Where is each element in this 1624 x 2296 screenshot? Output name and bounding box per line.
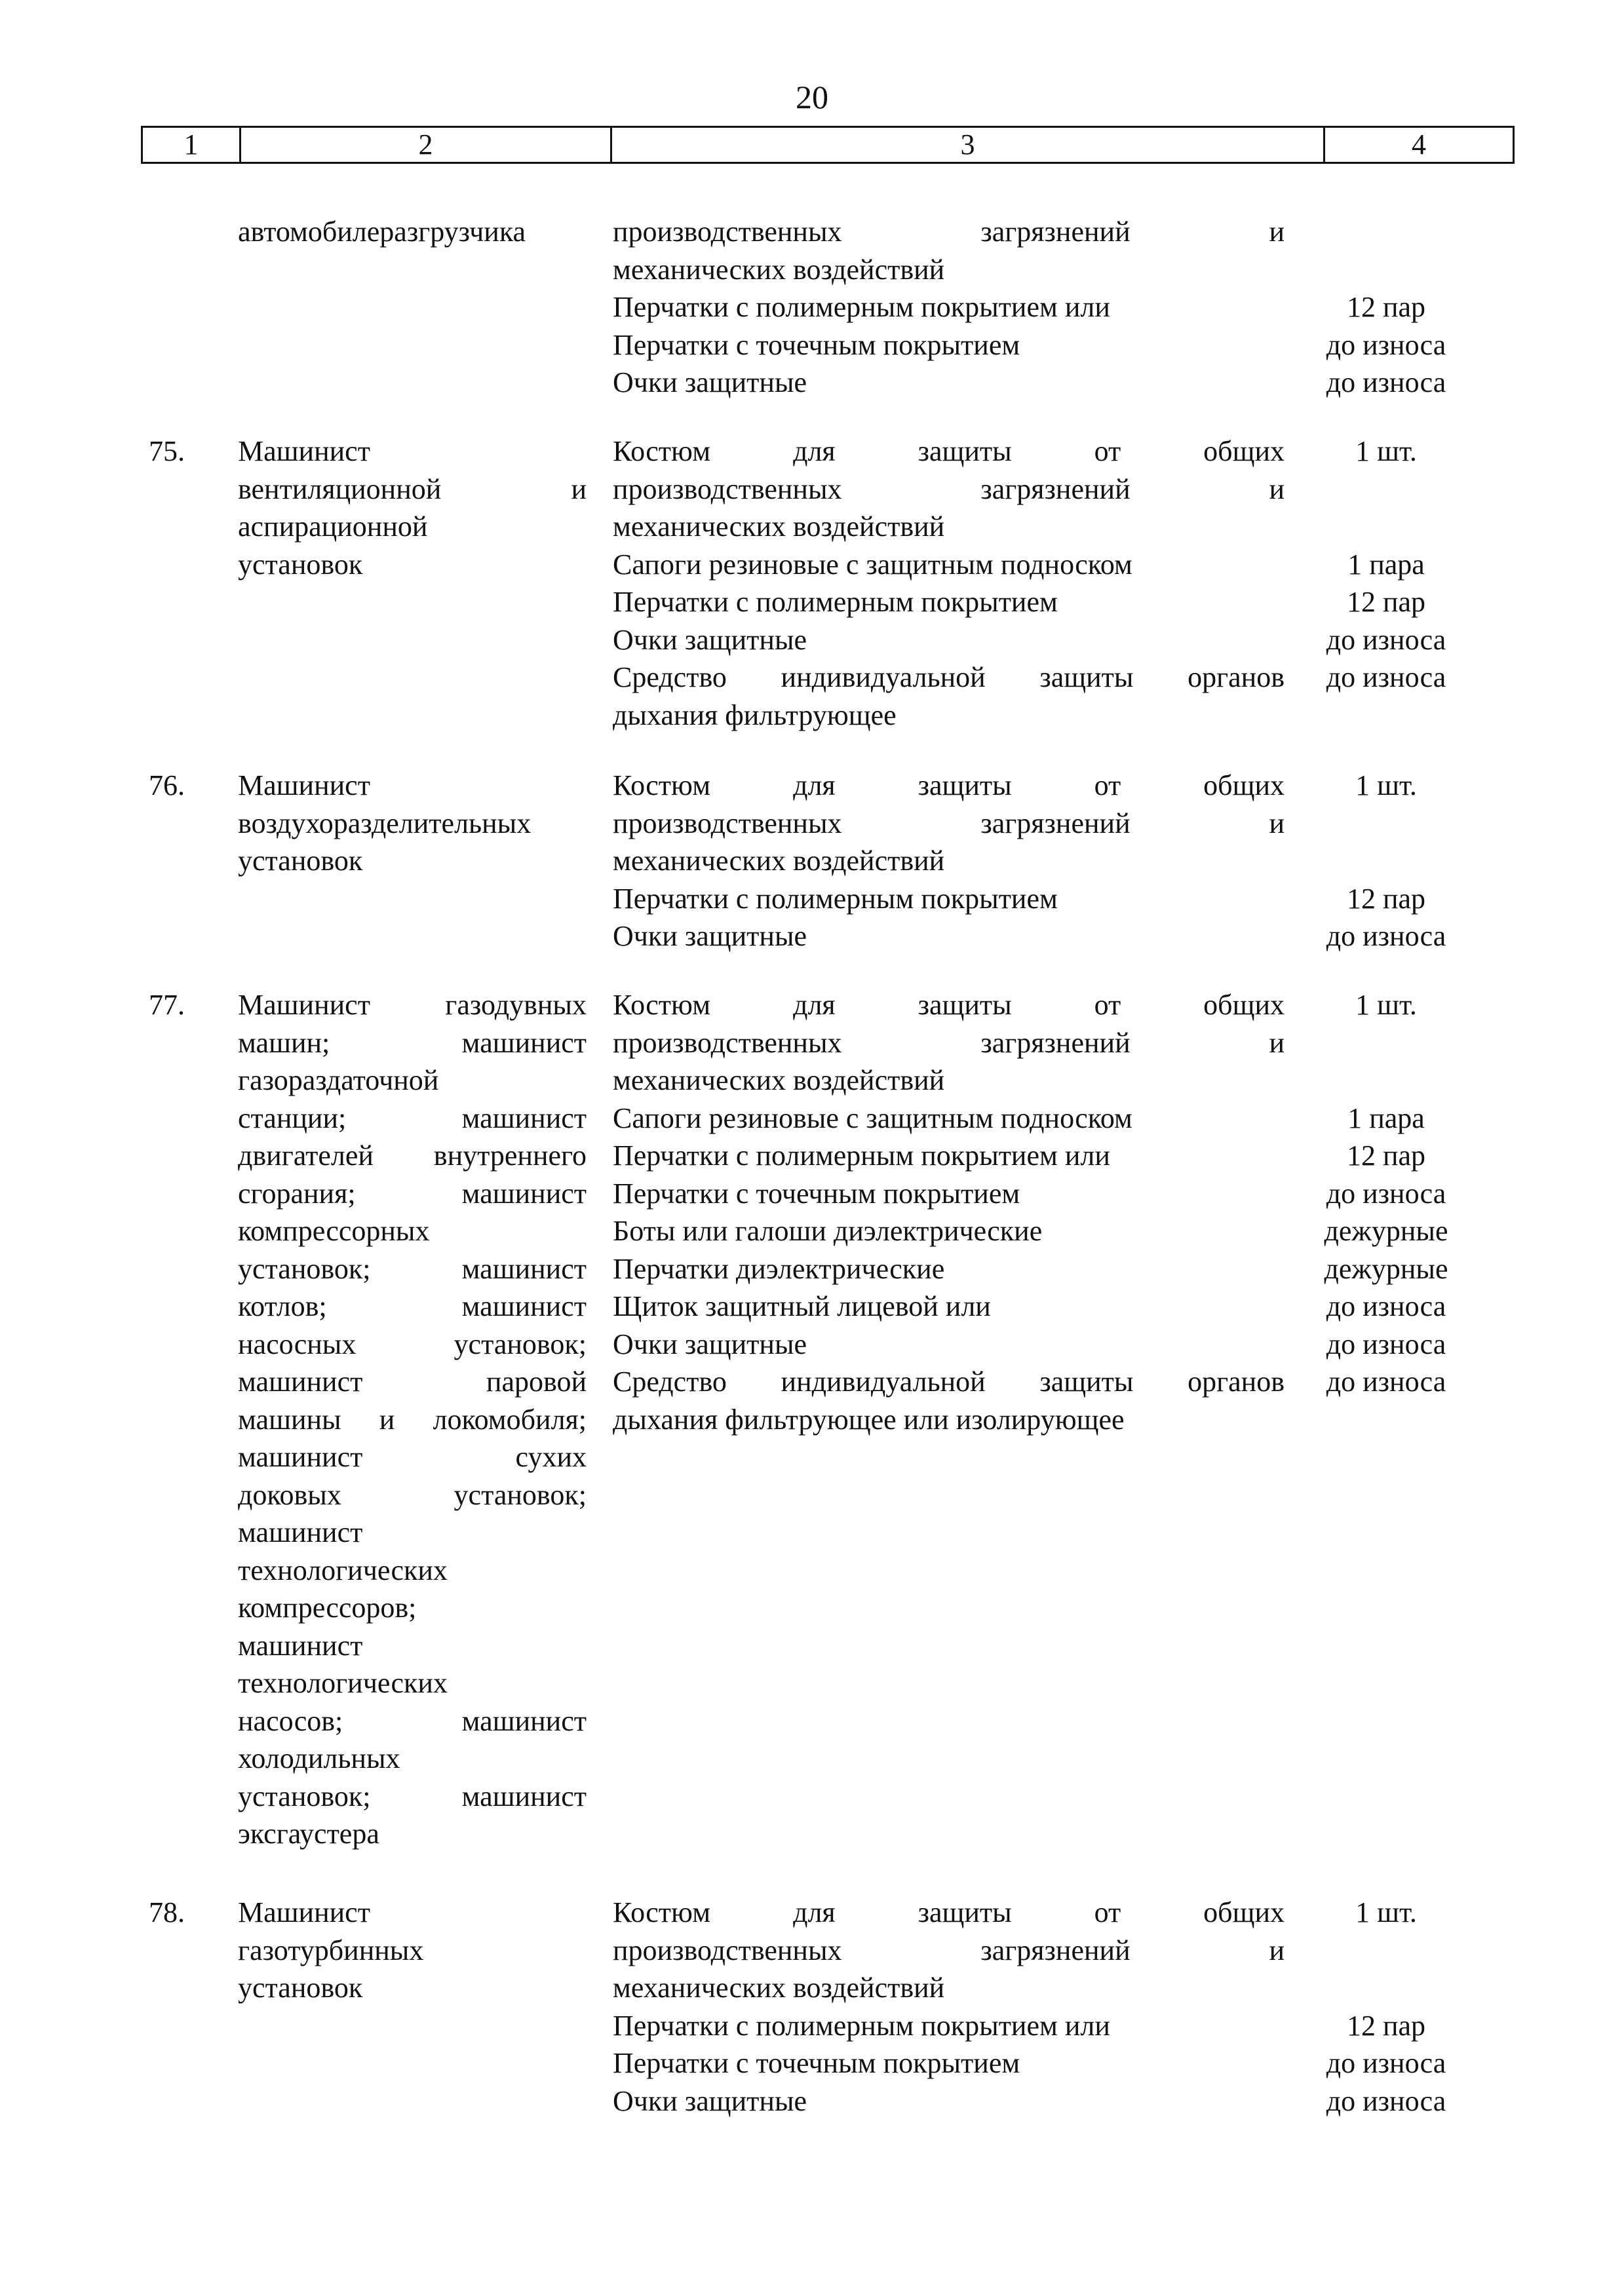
quantity-value: до износа <box>1326 366 1446 398</box>
occupation-line: насосных установок; <box>238 1328 587 1360</box>
quantity-cell <box>1304 432 1468 734</box>
quantity-value <box>1304 1024 1468 1062</box>
quantity-value: 1 шт. <box>1355 769 1417 801</box>
quantity-value <box>1304 251 1468 289</box>
quantity-cell <box>1304 1894 1468 2120</box>
ppe-item: Боты или галоши диэлектрические <box>613 1215 1043 1247</box>
occupation-line: Машинист <box>238 435 370 467</box>
ppe-item: Перчатки с точечным покрытием <box>613 328 1020 361</box>
occupation-line: Машинист <box>238 769 370 801</box>
quantity-value: до износа <box>1326 1177 1446 1210</box>
ppe-item: производственных загрязнений и <box>613 472 1285 505</box>
quantity-value: дежурные <box>1324 1215 1448 1247</box>
ppe-item: Очки защитные <box>613 920 807 952</box>
occupation-cell <box>238 432 587 583</box>
occupation-cell <box>238 986 587 1853</box>
quantity-value: 1 шт. <box>1355 989 1417 1021</box>
ppe-item: механических воздействий <box>613 510 945 543</box>
row-number: 76. <box>149 769 185 801</box>
ppe-item: производственных загрязнений и <box>613 1026 1285 1059</box>
ppe-item: дыхания фильтрующее или изолирующее <box>613 1403 1125 1436</box>
occupation-line: насосов; машинист <box>238 1704 587 1737</box>
quantity-value <box>1304 1969 1468 2007</box>
ppe-items-cell <box>613 432 1285 734</box>
ppe-item: производственных загрязнений и <box>613 1934 1285 1966</box>
ppe-item: Перчатки с полимерным покрытием или <box>613 2009 1110 2042</box>
quantity-value: 1 шт. <box>1355 435 1417 467</box>
ppe-items-cell <box>613 1894 1285 2120</box>
quantity-value: 1 пара <box>1347 1101 1425 1134</box>
quantity-value <box>1304 508 1468 546</box>
occupation-line: котлов; машинист <box>238 1290 587 1322</box>
occupation-line: компрессорных <box>238 1215 430 1247</box>
quantity-value: до износа <box>1326 623 1446 656</box>
occupation-line: автомобилеразгрузчика <box>238 216 526 248</box>
ppe-item: Перчатки диэлектрические <box>613 1252 945 1285</box>
ppe-item: Сапоги резиновые с защитным подноском <box>613 548 1132 581</box>
quantity-value: до износа <box>1326 920 1446 952</box>
ppe-item: Перчатки с полимерным покрытием <box>613 882 1058 915</box>
occupation-line: машин; машинист <box>238 1026 587 1059</box>
quantity-value <box>1304 842 1468 880</box>
quantity-value: 12 пар <box>1346 291 1426 323</box>
ppe-item: Очки защитные <box>613 1328 807 1360</box>
ppe-item: Костюм для защиты от общих <box>613 435 1285 467</box>
occupation-line: вентиляционной и <box>238 472 587 505</box>
occupation-line: технологических <box>238 1554 448 1586</box>
occupation-line: газораздаточной <box>238 1064 439 1096</box>
header-col-1: 1 <box>143 128 241 162</box>
ppe-item: Костюм для защиты от общих <box>613 769 1285 801</box>
occupation-line: машинист <box>238 1629 363 1662</box>
quantity-value: до износа <box>1326 2047 1446 2079</box>
occupation-line: аспирационной <box>238 510 428 543</box>
occupation-line: установок <box>238 548 363 581</box>
occupation-line: установок <box>238 1972 363 2004</box>
quantity-value: до износа <box>1326 2084 1446 2117</box>
occupation-cell <box>238 767 587 880</box>
ppe-item: механических воздействий <box>613 1064 945 1096</box>
occupation-line: установок <box>238 845 363 877</box>
ppe-item: Костюм для защиты от общих <box>613 1896 1285 1928</box>
page-number: 20 <box>796 79 828 115</box>
quantity-value: до износа <box>1326 1366 1446 1398</box>
ppe-items-cell <box>613 213 1285 402</box>
table-header <box>141 126 1515 164</box>
quantity-value <box>1304 1932 1468 1970</box>
occupation-line: эксгаустера <box>238 1818 379 1850</box>
occupation-line: станции; машинист <box>238 1101 587 1134</box>
ppe-item: Костюм для защиты от общих <box>613 989 1285 1021</box>
quantity-cell <box>1304 213 1468 402</box>
ppe-item: механических воздействий <box>613 1972 945 2004</box>
ppe-items-cell <box>613 767 1285 955</box>
occupation-line: воздухоразделительных <box>238 807 532 839</box>
row-number: 77. <box>149 989 185 1021</box>
quantity-value: 12 пар <box>1346 586 1426 618</box>
occupation-line: двигателей внутреннего <box>238 1139 587 1172</box>
header-col-2: 2 <box>241 128 612 162</box>
ppe-item: дыхания фильтрующее <box>613 698 897 731</box>
ppe-item: производственных загрязнений и <box>613 807 1285 839</box>
ppe-item: Средство индивидуальной защиты органов <box>613 661 1285 693</box>
quantity-value <box>1304 213 1468 251</box>
row-number <box>149 213 221 251</box>
ppe-item: Перчатки с полимерным покрытием или <box>613 291 1110 323</box>
quantity-value: 1 пара <box>1347 548 1425 581</box>
quantity-value: 12 пар <box>1346 1139 1426 1172</box>
ppe-item: Средство индивидуальной защиты органов <box>613 1366 1285 1398</box>
header-col-3: 3 <box>612 128 1325 162</box>
occupation-line: Машинист <box>238 1896 370 1928</box>
quantity-value <box>1304 697 1468 735</box>
ppe-item: Очки защитные <box>613 2084 807 2117</box>
quantity-value: до износа <box>1326 328 1446 361</box>
ppe-item: Перчатки с полимерным покрытием <box>613 586 1058 618</box>
occupation-line: Машинист газодувных <box>238 989 587 1021</box>
ppe-item: механических воздействий <box>613 253 945 286</box>
ppe-item: производственных загрязнений и <box>613 216 1285 248</box>
occupation-line: машинист сухих <box>238 1441 587 1473</box>
occupation-line: доковых установок; <box>238 1478 587 1511</box>
ppe-items-cell <box>613 986 1285 1438</box>
header-col-4: 4 <box>1412 128 1426 161</box>
occupation-line: газотурбинных <box>238 1934 424 1966</box>
ppe-item: Очки защитные <box>613 366 807 398</box>
ppe-item: Очки защитные <box>613 623 807 656</box>
quantity-value: 12 пар <box>1346 882 1426 915</box>
quantity-value: до износа <box>1326 1328 1446 1360</box>
occupation-line: технологических <box>238 1667 448 1699</box>
occupation-line: холодильных <box>238 1742 400 1774</box>
ppe-item: Перчатки с точечным покрытием <box>613 1177 1020 1210</box>
quantity-value <box>1304 1062 1468 1100</box>
ppe-item: Щиток защитный лицевой или <box>613 1290 991 1322</box>
quantity-cell <box>1304 986 1468 1438</box>
quantity-value <box>1304 470 1468 508</box>
occupation-line: машинист <box>238 1516 363 1548</box>
ppe-item: Сапоги резиновые с защитным подноском <box>613 1101 1132 1134</box>
row-number: 78. <box>149 1896 185 1928</box>
quantity-value <box>1304 805 1468 843</box>
ppe-item: механических воздействий <box>613 845 945 877</box>
occupation-cell <box>238 1894 587 2007</box>
row-number: 75. <box>149 435 185 467</box>
occupation-line: установок; машинист <box>238 1780 587 1812</box>
quantity-value: до износа <box>1326 1290 1446 1322</box>
occupation-line: машины и локомобиля; <box>238 1403 587 1436</box>
ppe-item: Перчатки с полимерным покрытием или <box>613 1139 1110 1172</box>
occupation-line: сгорания; машинист <box>238 1177 587 1210</box>
quantity-value <box>1304 1401 1468 1439</box>
occupation-line: компрессоров; <box>238 1592 417 1624</box>
occupation-line: машинист паровой <box>238 1366 587 1398</box>
quantity-value: до износа <box>1326 661 1446 693</box>
occupation-cell <box>238 213 587 251</box>
quantity-cell <box>1304 767 1468 955</box>
occupation-line: установок; машинист <box>238 1252 587 1285</box>
ppe-item: Перчатки с точечным покрытием <box>613 2047 1020 2079</box>
quantity-value: 12 пар <box>1346 2009 1426 2042</box>
quantity-value: дежурные <box>1324 1252 1448 1285</box>
quantity-value: 1 шт. <box>1355 1896 1417 1928</box>
